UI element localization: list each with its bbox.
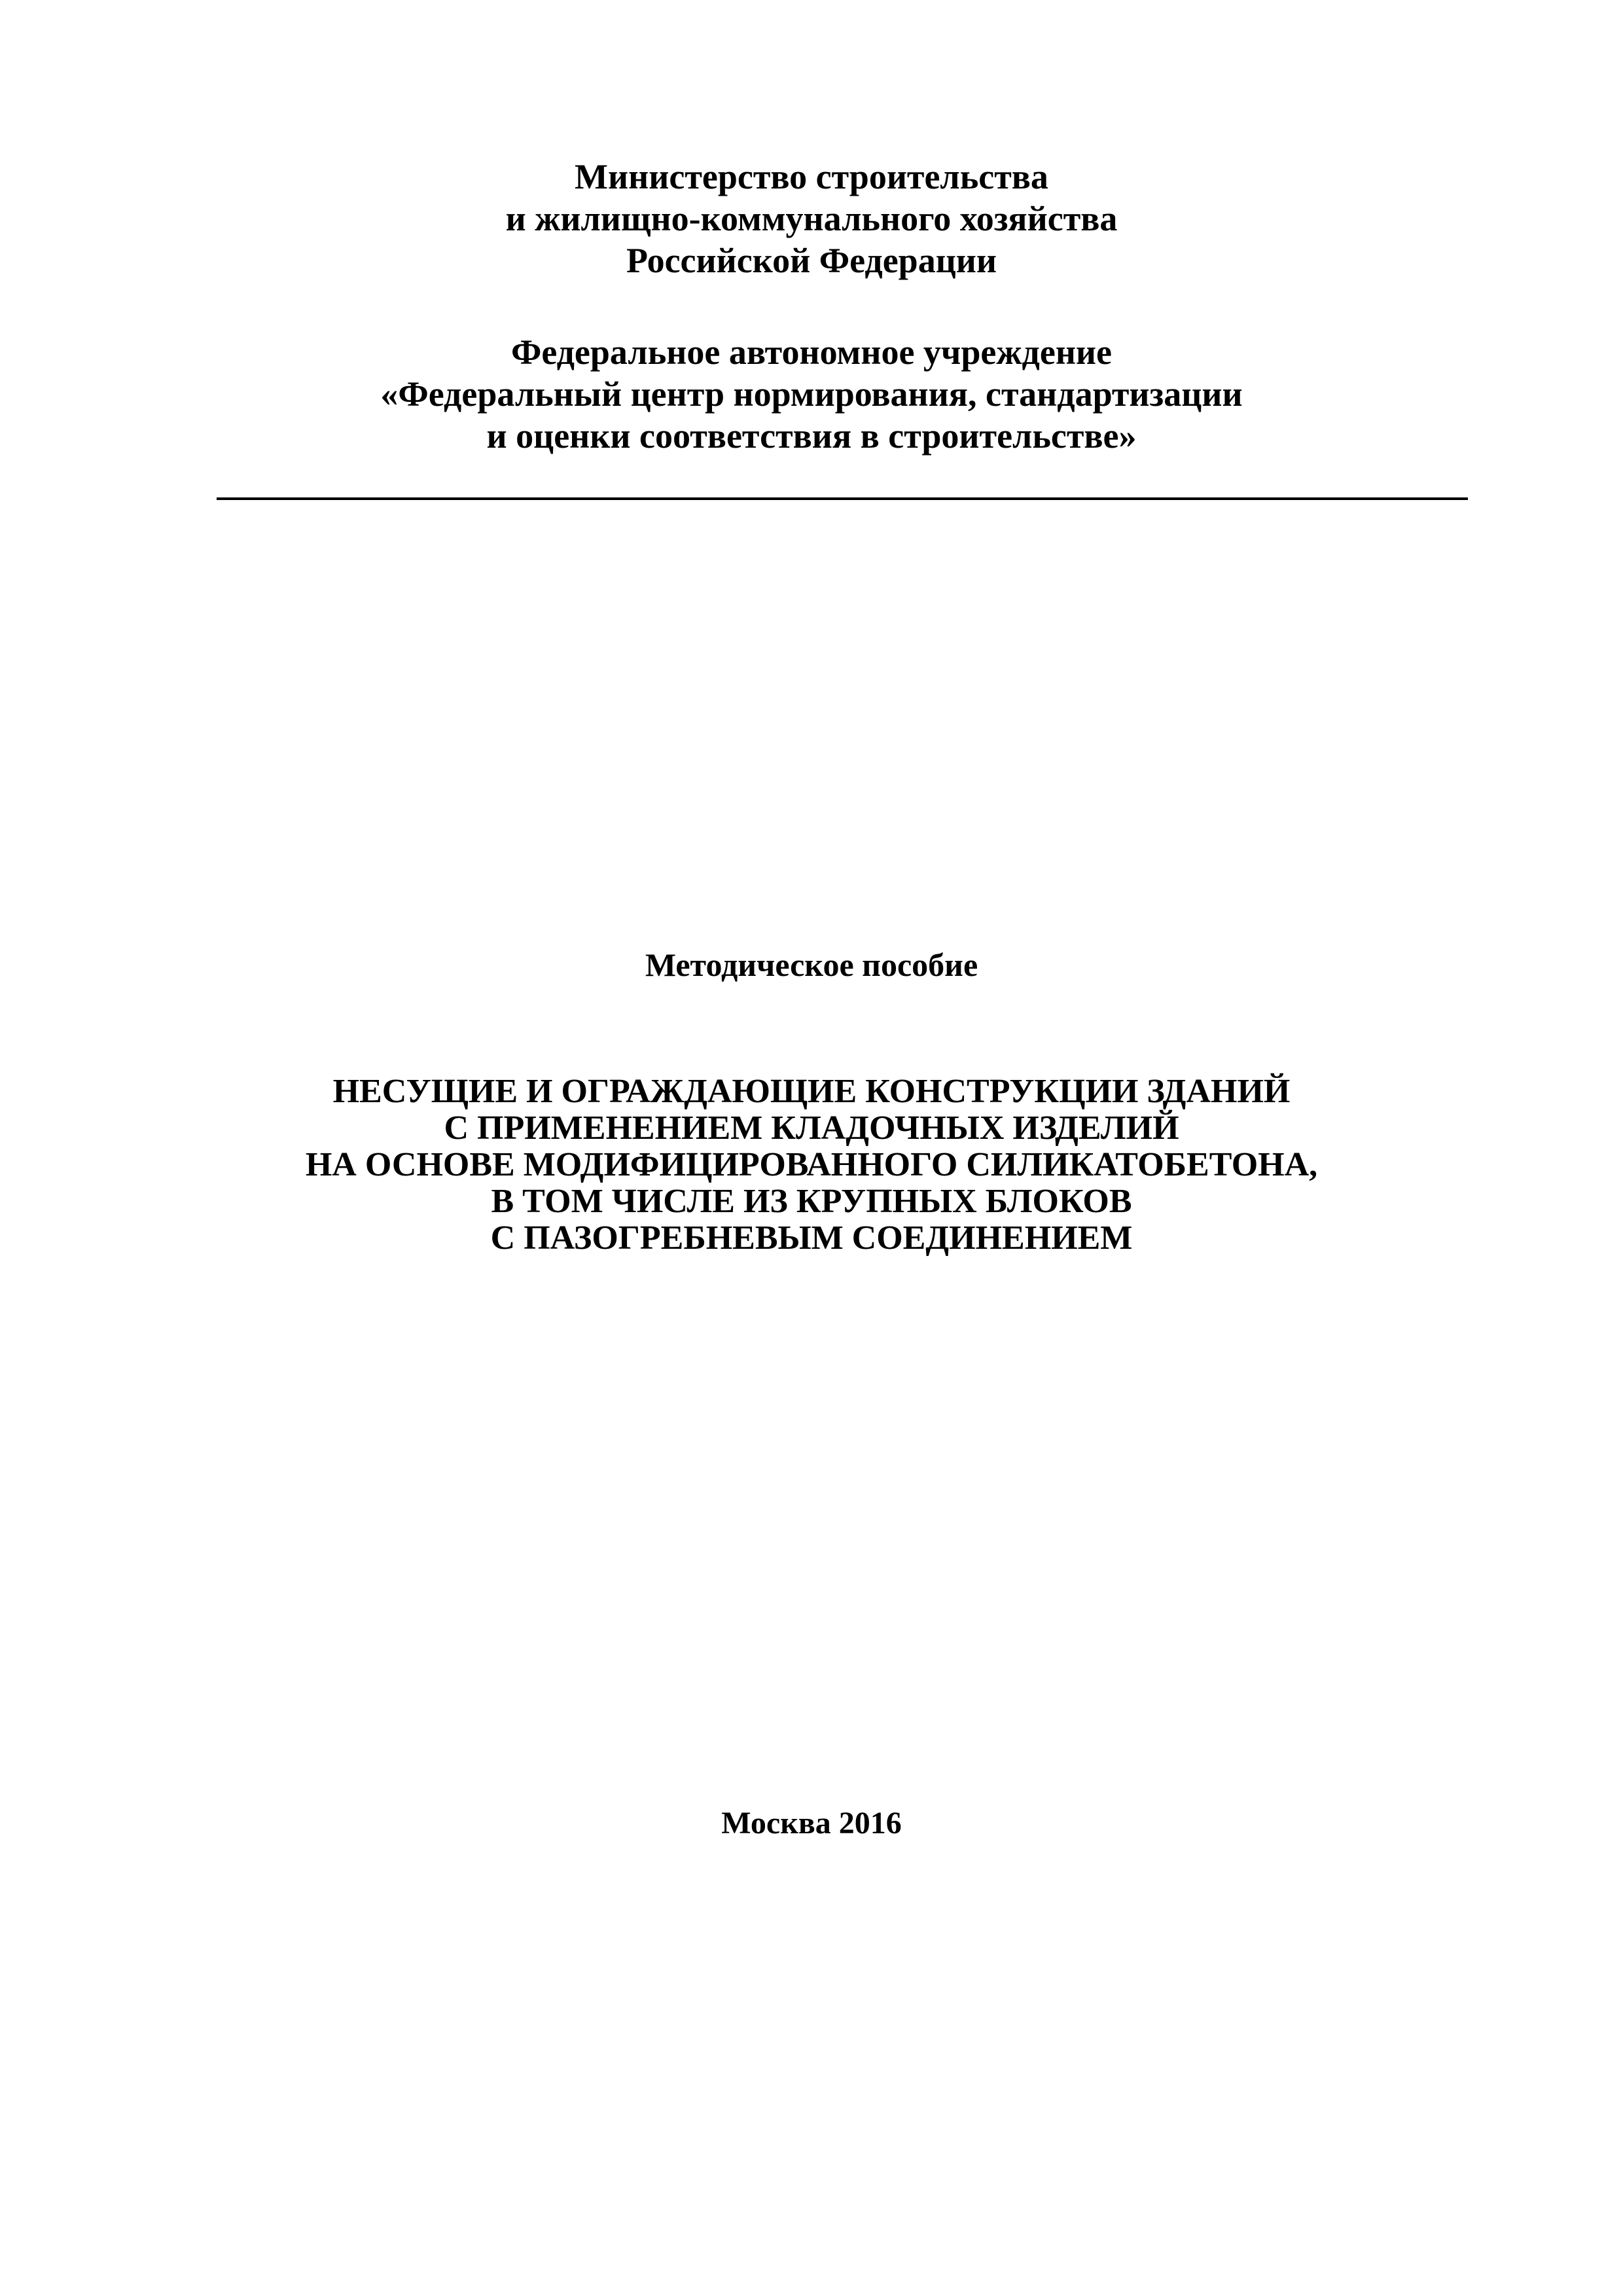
organization-line-2: «Федеральный центр нормирования, стандартизации bbox=[380, 374, 1243, 414]
place-and-year bbox=[0, 1804, 1623, 1843]
header-divider bbox=[217, 497, 1468, 500]
organization-heading bbox=[0, 331, 1623, 457]
ministry-heading bbox=[0, 156, 1623, 281]
document-type bbox=[0, 945, 1623, 984]
ministry-line-2: и жилищно-коммунального хозяйства bbox=[505, 199, 1118, 238]
organization-line-3: и оценки соответствия в строительстве» bbox=[486, 416, 1137, 456]
document-title bbox=[0, 1073, 1623, 1257]
title-line-1: НЕСУЩИЕ И ОГРАЖДАЮЩИЕ КОНСТРУКЦИИ ЗДАНИЙ bbox=[332, 1073, 1291, 1110]
place-year-text: Москва 2016 bbox=[721, 1806, 902, 1840]
title-line-4: В ТОМ ЧИСЛЕ ИЗ КРУПНЫХ БЛОКОВ bbox=[491, 1183, 1132, 1220]
organization-line-1: Федеральное автономное учреждение bbox=[510, 332, 1113, 372]
document-type-label: Методическое пособие bbox=[645, 946, 978, 983]
title-line-3: НА ОСНОВЕ МОДИФИЦИРОВАННОГО СИЛИКАТОБЕТОНА, bbox=[305, 1146, 1318, 1183]
ministry-line-3: Российской Федерации bbox=[626, 241, 997, 280]
title-line-2: С ПРИМЕНЕНИЕМ КЛАДОЧНЫХ ИЗДЕЛИЙ bbox=[444, 1109, 1179, 1147]
title-line-5: С ПАЗОГРЕБНЕВЫМ СОЕДИНЕНИЕМ bbox=[490, 1219, 1133, 1257]
ministry-line-1: Министерство строительства bbox=[575, 157, 1048, 196]
